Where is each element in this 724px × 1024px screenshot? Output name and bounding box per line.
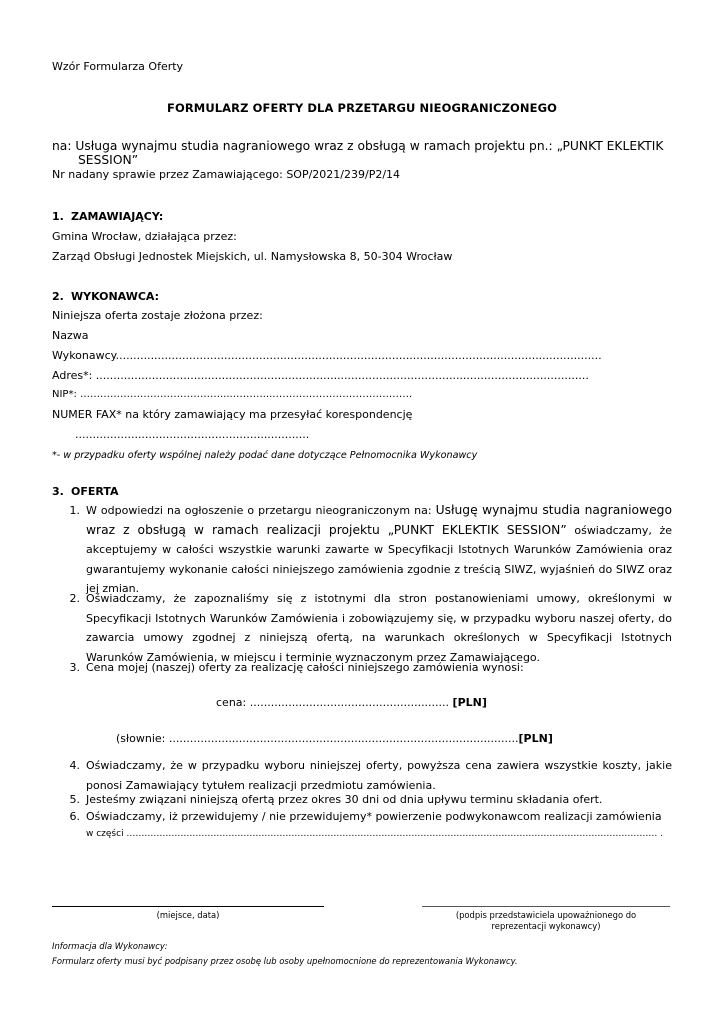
offer-item-1-intro: W odpowiedzi na ogłoszenie o przetargu nieograniczonym na:: [86, 504, 436, 517]
contractor-fax-label: NUMER FAX* na który zamawiający ma przesyłać korespondencję: [52, 408, 413, 421]
offer-item-5: Jesteśmy związani niniejszą ofertą przez okres 30 dni od dnia upływu terminu składania ofert.: [86, 793, 603, 806]
offer-item-6-number: 6.: [69, 810, 80, 823]
signature-caption-line-1: (podpis przedstawiciela upoważnionego do: [455, 910, 637, 920]
page-title: FORMULARZ OFERTY DLA PRZETARGU NIEOGRANICZONEGO: [166, 101, 558, 115]
info-text: Formularz oferty musi być podpisany przez osobę lub osoby upełnomocnione do reprezentowania Wykonawcy.: [52, 956, 518, 966]
price-in-words-label: (słownie: ....................................................................................................: [116, 732, 519, 745]
price-in-words-field: [116, 732, 553, 745]
section-1-heading: ZAMAWIAJĄCY:: [71, 210, 164, 223]
subject-line-2: SESSION”: [78, 153, 139, 167]
offer-item-3: Cena mojej (naszej) oferty za realizację całości niniejszego zamówienia wynosi:: [86, 661, 524, 674]
ordering-party-line-2: Zarząd Obsługi Jednostek Miejskich, ul. Namysłowska 8, 50-304 Wrocław: [52, 250, 453, 263]
signature-line: [422, 906, 670, 907]
offer-item-2: Oświadczamy, że zapoznaliśmy się z istotnymi dla stron postanowieniami umowy, określonymi w Specyfikacji Istotnych Warunków Zamówienia i zobowiązujemy się, w przypadku wyboru naszej oferty, do zawarcia umowy zgodnej z niniejszą ofertą, na warunkach określonych w Specyfikacji Istotnych Warunków Zamówienia, w miejscu i terminie wyznaczonym przez Zamawiającego.: [86, 592, 672, 664]
offer-item-1-rest: oświadczamy, że akceptujemy w całości wszystkie warunki zawarte w Specyfikacji Istotnych Warunków Zamówienia oraz gwarantujemy wykonanie całości niniejszego zamówienia zgodnie z treścią SIWZ, wyjaśnień do SIWZ oraz jej zmian.: [86, 523, 673, 596]
price-label: cena: .........................................................: [216, 696, 450, 709]
header-label: Wzór Formularza Oferty: [52, 60, 184, 73]
section-2-number: 2.: [52, 290, 64, 303]
ordering-party-line-1: Gmina Wrocław, działająca przez:: [52, 230, 237, 243]
offer-item-3-number: 3.: [69, 661, 80, 674]
offer-item-1-number: 1.: [69, 504, 80, 517]
contractor-name-field: Wykonawcy...........................................................................................................................................: [52, 349, 602, 362]
contractor-intro: Niniejsza oferta zostaje złożona przez:: [52, 309, 263, 322]
offer-item-1: [86, 501, 672, 599]
place-date-caption: (miejsce, data): [156, 910, 220, 920]
offer-item-2-number: 2.: [69, 592, 80, 605]
section-1-number: 1.: [52, 210, 64, 223]
offer-item-6-line-1: Oświadczamy, iż przewidujemy / nie przewidujemy* powierzenie podwykonawcom realizacji zamówienia: [86, 810, 662, 823]
offer-item-6-line-2: w części …………………………………………………………………………………………………………………………………………………………… .: [86, 829, 664, 839]
case-number: Nr nadany sprawie przez Zamawiającego: SOP/2021/239/P2/14: [52, 168, 401, 181]
offer-item-5-number: 5.: [69, 793, 80, 806]
section-3-number: 3.: [52, 485, 64, 498]
offer-item-1-subject: Usługę wynajmu studia nagraniowego wraz z obsługą w ramach realizacji projektu „PUNKT EKLEKTIK SESSION”: [86, 503, 672, 537]
info-heading: Informacja dla Wykonawcy:: [52, 941, 168, 951]
section-2-heading: WYKONAWCA:: [71, 290, 160, 303]
price-in-words-unit: [PLN]: [518, 732, 553, 745]
price-unit: [PLN]: [452, 696, 487, 709]
section-3-heading: OFERTA: [71, 485, 119, 498]
offer-item-4-number: 4.: [69, 759, 80, 772]
contractor-address-field: Adres*: .............................................................................................................................................: [52, 369, 589, 382]
contractor-nip-field: NIP*: ……………………………………....………...……………………………………: [52, 389, 413, 400]
subject-line-1: na: Usługa wynajmu studia nagraniowego wraz z obsługą w ramach projektu pn.: „PUNKT EKLEKTIK: [52, 139, 664, 153]
contractor-fax-field: ...................................................................: [75, 428, 310, 441]
contractor-name-label: Nazwa: [52, 329, 89, 342]
signature-caption-line-2: reprezentacji wykonawcy): [491, 921, 601, 931]
price-field: [216, 696, 487, 709]
offer-item-4: Oświadczamy, że w przypadku wyboru niniejszej oferty, powyższa cena zawiera wszystkie koszty, jakie ponosi Zamawiający tytułem realizacji przedmiotu zamówienia.: [86, 759, 672, 792]
contractor-footnote: *- w przypadku oferty wspólnej należy podać dane dotyczące Pełnomocnika Wykonawcy: [52, 450, 478, 461]
place-date-line: [52, 906, 324, 907]
